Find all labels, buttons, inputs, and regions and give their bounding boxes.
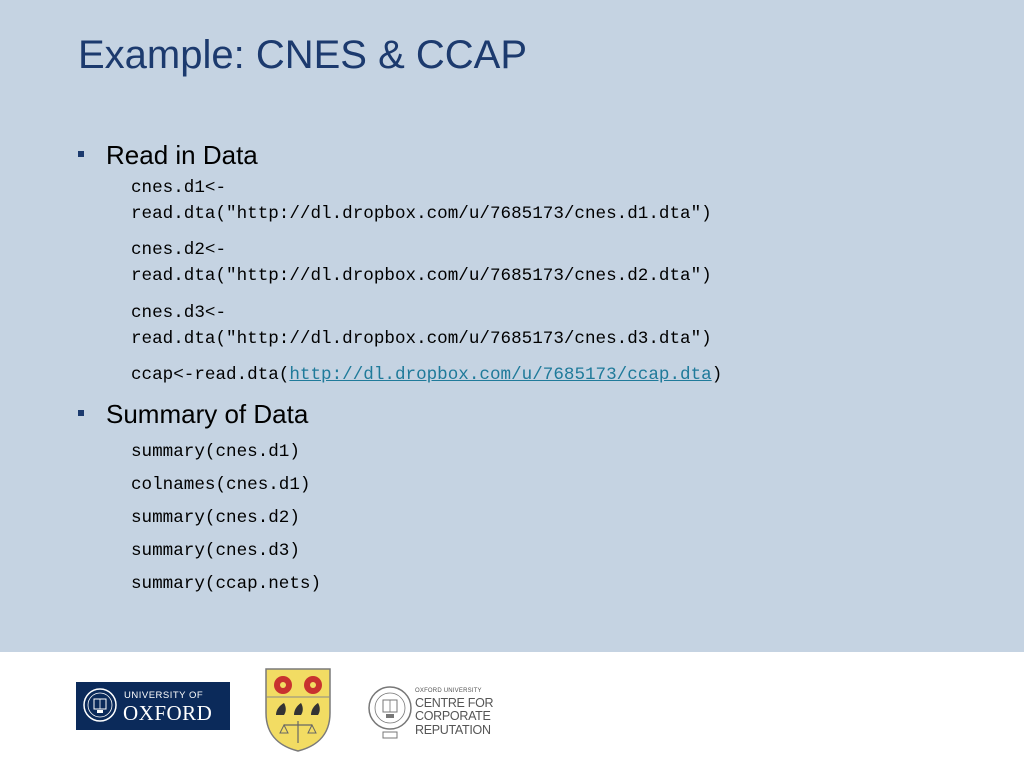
- oxford-big-text: OXFORD: [123, 701, 213, 725]
- shield-crest-icon: [264, 667, 332, 753]
- oxford-small-text: UNIVERSITY OF: [124, 690, 204, 701]
- ccr-seal-icon: [365, 680, 415, 740]
- code-block-cnes-d3: [131, 300, 712, 352]
- code-line: summary(cnes.d3): [131, 541, 300, 561]
- code-suffix: ): [711, 365, 723, 385]
- code-line: cnes.d2<-: [131, 240, 227, 260]
- ccap-link[interactable]: http://dl.dropbox.com/u/7685173/ccap.dta: [289, 365, 712, 385]
- code-line: read.dta("http://dl.dropbox.com/u/7685173/cnes.d1.dta"): [131, 204, 712, 224]
- ccr-line-1: CENTRE FOR: [415, 696, 494, 710]
- ccr-logo: [365, 680, 565, 740]
- code-block-cnes-d2: [131, 237, 712, 289]
- slide-title: Example: CNES & CCAP: [78, 33, 528, 77]
- bullet-marker-icon: [78, 151, 84, 157]
- code-line: summary(cnes.d1): [131, 442, 300, 462]
- bullet-summary-of-data: [78, 399, 308, 430]
- code-prefix: ccap<-read.dta(: [131, 365, 290, 385]
- oxford-seal-icon: [82, 687, 118, 723]
- code-block-cnes-d1: [131, 175, 712, 227]
- code-block-ccap: [131, 362, 722, 388]
- ccr-line-2: CORPORATE REPUTATION: [415, 709, 491, 737]
- code-line: summary(cnes.d2): [131, 508, 300, 528]
- code-line: cnes.d3<-: [131, 303, 227, 323]
- bullet-heading: Summary of Data: [106, 399, 309, 429]
- code-line: cnes.d1<-: [131, 178, 227, 198]
- code-block-summary: [131, 436, 321, 601]
- ccr-small-text: OXFORD UNIVERSITY: [415, 688, 482, 694]
- code-line: colnames(cnes.d1): [131, 475, 311, 495]
- code-line: read.dta("http://dl.dropbox.com/u/7685173/cnes.d2.dta"): [131, 266, 712, 286]
- code-line: read.dta("http://dl.dropbox.com/u/7685173/cnes.d3.dta"): [131, 329, 712, 349]
- code-line: summary(ccap.nets): [131, 574, 322, 594]
- bullet-heading: Read in Data: [106, 140, 258, 170]
- bullet-marker-icon: [78, 410, 84, 416]
- bullet-read-in-data: [78, 140, 258, 171]
- oxford-logo: [76, 682, 230, 730]
